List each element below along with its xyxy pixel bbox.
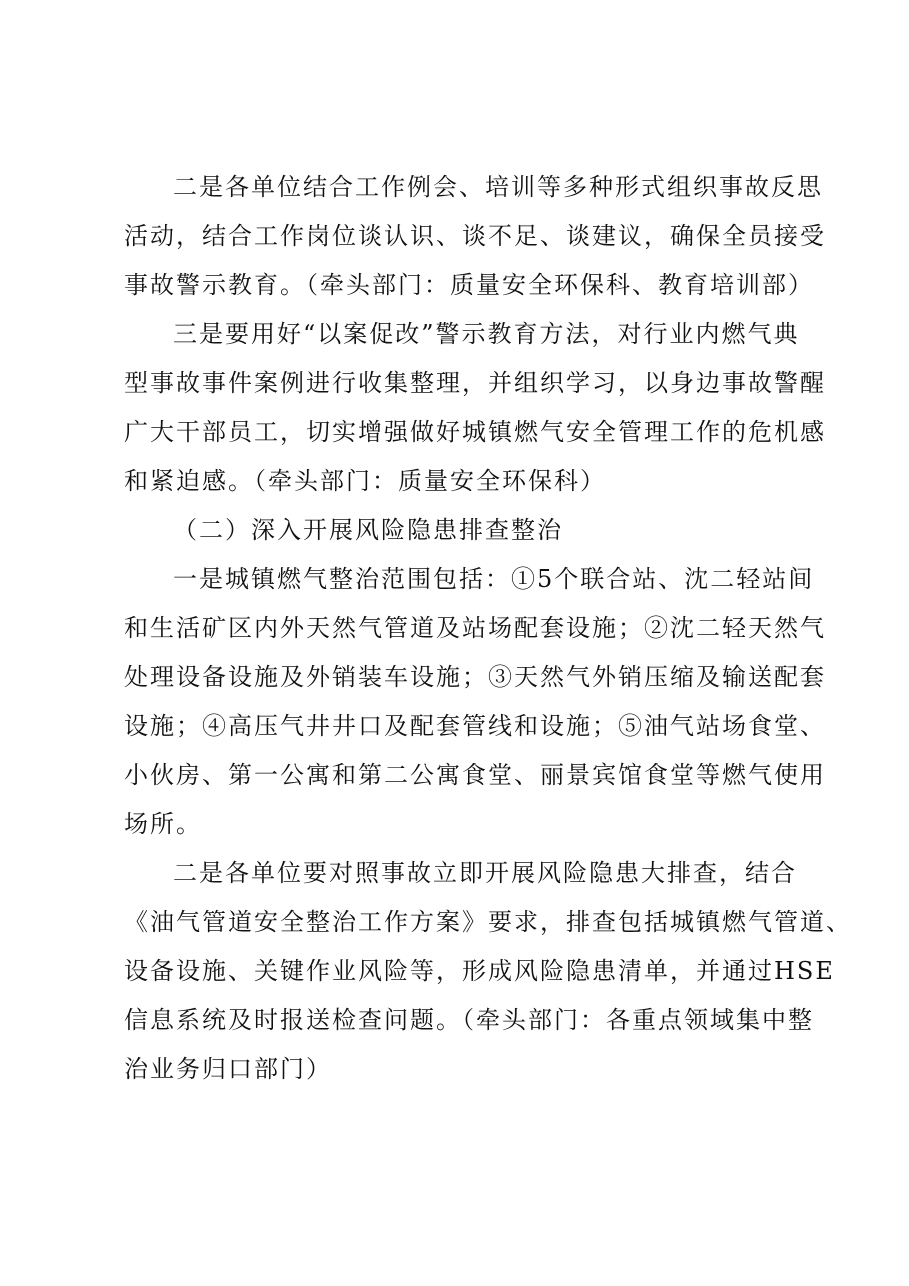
section-heading: （二）深入开展风险隐患排查整治	[173, 516, 563, 544]
paragraph-line: 场所。	[124, 810, 202, 838]
paragraph-line: 信息系统及时报送检查问题。（牵头部门：各重点领域集中整	[124, 1006, 814, 1034]
paragraph-line: 一是城镇燃气整治范围包括：①5个联合站、沈二轻站间	[173, 565, 815, 593]
paragraph-line: 处理设备设施及外销装车设施；③天然气外销压缩及输送配套	[124, 663, 826, 691]
paragraph-line: 型事故事件案例进行收集整理，并组织学习，以身边事故警醒	[124, 369, 826, 397]
paragraph-line: 事故警示教育。（牵头部门：质量安全环保科、教育培训部）	[124, 271, 814, 299]
paragraph-line: 广大干部员工，切实增强做好城镇燃气安全管理工作的危机感	[124, 418, 826, 446]
paragraph-line: 设备设施、关键作业风险等，形成风险隐患清单，并通过HSE	[124, 957, 835, 985]
paragraph-line: 二是各单位结合工作例会、培训等多种形式组织事故反思	[173, 173, 823, 201]
paragraph-line: 《油气管道安全整治工作方案》要求，排查包括城镇燃气管道、	[124, 908, 852, 936]
paragraph-line: 和生活矿区内外天然气管道及站场配套设施；②沈二轻天然气	[124, 614, 826, 642]
paragraph-line: 设施；④高压气井井口及配套管线和设施；⑤油气站场食堂、	[124, 712, 826, 740]
paragraph-line: 和紧迫感。（牵头部门：质量安全环保科）	[124, 467, 606, 495]
paragraph-line: 治业务归口部门）	[124, 1055, 332, 1083]
paragraph-line: 三是要用好“以案促改”警示教育方法，对行业内燃气典	[173, 320, 800, 348]
document-body	[124, 163, 852, 1094]
paragraph-line: 二是各单位要对照事故立即开展风险隐患大排查，结合	[173, 859, 797, 887]
paragraph-line: 小伙房、第一公寓和第二公寓食堂、丽景宾馆食堂等燃气使用	[124, 761, 826, 789]
paragraph-line: 活动，结合工作岗位谈认识、谈不足、谈建议，确保全员接受	[124, 222, 826, 250]
